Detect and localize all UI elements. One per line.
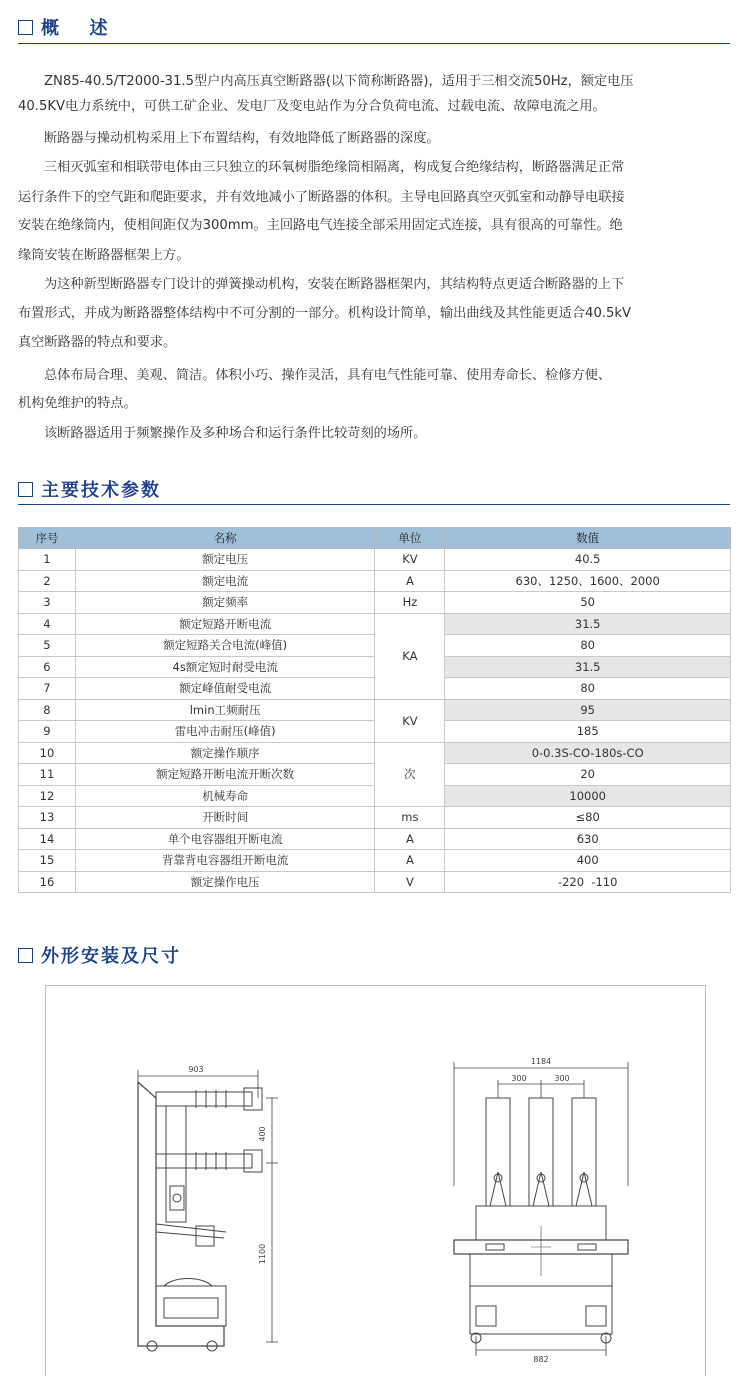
row-no: 3	[19, 592, 76, 614]
row-value: 630	[445, 828, 731, 850]
row-name: 额定操作顺序	[75, 742, 375, 764]
row-unit: ms	[375, 807, 445, 829]
column-header-name: 名称	[75, 528, 375, 549]
dimensions-heading	[18, 942, 181, 968]
table-row	[19, 721, 731, 743]
row-value: 20	[445, 764, 731, 786]
overview-heading	[18, 14, 114, 40]
row-value: 630、1250、1600、2000	[445, 570, 731, 592]
row-no: 1	[19, 549, 76, 571]
overview-paragraph-4a: 为这种新型断路器专门设计的弹簧操动机构，安装在断路器框架内，其结构特点更适合断路器的上下	[44, 277, 625, 292]
front-base-label: 882	[533, 1355, 549, 1364]
row-name: 额定电流	[75, 570, 375, 592]
overview-paragraph-4b: 布置形式，并成为断路器整体结构中不可分割的一部分。机构设计简单，输出曲线及其性能更适合40.5kV	[18, 306, 632, 321]
front-width-label: 1184	[530, 1057, 552, 1066]
specs-heading-text: 主要技术参数	[41, 480, 161, 501]
row-no: 13	[19, 807, 76, 829]
row-unit: 次	[375, 742, 445, 807]
side-view	[138, 1065, 278, 1351]
overview-divider	[18, 43, 730, 44]
table-row	[19, 785, 731, 807]
overview-paragraph-1b: 40.5KV电力系统中，可供工矿企业、发电厂及变电站作为分合负荷电流、过载电流、故障电流之用。	[18, 99, 606, 114]
row-name: 额定电压	[75, 549, 375, 571]
overview-heading-text: 概 述	[41, 18, 114, 39]
front-pitch-2-label: 300	[554, 1074, 570, 1083]
row-value: 80	[445, 678, 731, 700]
row-unit: A	[375, 570, 445, 592]
row-value: 50	[445, 592, 731, 614]
row-name: 机械寿命	[75, 785, 375, 807]
table-row	[19, 850, 731, 872]
row-no: 10	[19, 742, 76, 764]
row-name: 单个电容器组开断电流	[75, 828, 375, 850]
row-unit: KV	[375, 549, 445, 571]
row-unit: A	[375, 850, 445, 872]
front-view	[454, 1057, 628, 1364]
front-pitch-1-label: 300	[511, 1074, 527, 1083]
overview-paragraph-3a: 三相灭弧室和相联带电体由三只独立的环氧树脂绝缘筒相隔离，构成复合绝缘结构，断路器满足正常	[44, 160, 625, 175]
table-row	[19, 828, 731, 850]
side-width-label: 903	[188, 1065, 204, 1074]
row-no: 11	[19, 764, 76, 786]
table-row	[19, 742, 731, 764]
row-name: 额定短路开断电流开断次数	[75, 764, 375, 786]
specs-divider	[18, 504, 730, 505]
row-value: -220 -110	[445, 871, 731, 893]
overview-paragraph-6: 该断路器适用于频繁操作及多种场合和运行条件比较苛刻的场所。	[44, 426, 427, 441]
row-name: 额定操作电压	[75, 871, 375, 893]
checkbox-square-icon	[18, 482, 33, 497]
row-name: 额定短路关合电流(峰值)	[75, 635, 375, 657]
row-value: 95	[445, 699, 731, 721]
dimension-drawing	[46, 986, 707, 1377]
specs-heading	[18, 476, 161, 502]
row-value: 40.5	[445, 549, 731, 571]
row-unit: V	[375, 871, 445, 893]
table-row	[19, 570, 731, 592]
row-name: 开断时间	[75, 807, 375, 829]
overview-paragraph-3b: 运行条件下的空气距和爬距要求，并有效地减小了断路器的体积。主导电回路真空灭弧室和动静导电联接	[18, 190, 625, 205]
row-name: 背靠背电容器组开断电流	[75, 850, 375, 872]
row-value: 31.5	[445, 656, 731, 678]
table-row	[19, 678, 731, 700]
row-no: 6	[19, 656, 76, 678]
overview-paragraph-2: 断路器与操动机构采用上下布置结构，有效地降低了断路器的深度。	[44, 131, 440, 146]
row-value: 80	[445, 635, 731, 657]
row-no: 14	[19, 828, 76, 850]
column-header-no: 序号	[19, 528, 76, 549]
row-name: 额定短路开断电流	[75, 613, 375, 635]
row-value: 0-0.3S-CO-180s-CO	[445, 742, 731, 764]
table-row	[19, 549, 731, 571]
column-header-value: 数值	[445, 528, 731, 549]
dimensions-heading-text: 外形安装及尺寸	[41, 946, 181, 967]
overview-paragraph-3c: 安装在绝缘筒内，使相间距仅为300mm。主回路电气连接全部采用固定式连接，具有很高的可靠性。绝	[18, 218, 623, 233]
row-no: 16	[19, 871, 76, 893]
row-unit: A	[375, 828, 445, 850]
row-unit: Hz	[375, 592, 445, 614]
row-no: 7	[19, 678, 76, 700]
table-row	[19, 807, 731, 829]
table-row	[19, 699, 731, 721]
overview-paragraph-1a: ZN85-40.5/T2000-31.5型户内高压真空断路器(以下简称断路器)，适用于三相交流50Hz，额定电压	[44, 74, 634, 89]
row-value: 10000	[445, 785, 731, 807]
row-name: 额定频率	[75, 592, 375, 614]
row-value: 31.5	[445, 613, 731, 635]
row-unit: KA	[375, 613, 445, 699]
checkbox-square-icon	[18, 948, 33, 963]
overview-paragraph-3d: 缘筒安装在断路器框架上方。	[18, 248, 190, 263]
table-row	[19, 764, 731, 786]
row-no: 4	[19, 613, 76, 635]
row-value: 185	[445, 721, 731, 743]
row-no: 5	[19, 635, 76, 657]
row-name: 4s额定短时耐受电流	[75, 656, 375, 678]
spec-table-header-row	[19, 528, 731, 549]
overview-paragraph-4c: 真空断路器的特点和要求。	[18, 335, 177, 350]
row-name: 额定峰值耐受电流	[75, 678, 375, 700]
row-value: ≤80	[445, 807, 731, 829]
overview-paragraph-5b: 机构免维护的特点。	[18, 396, 137, 411]
column-header-unit: 单位	[375, 528, 445, 549]
row-unit: KV	[375, 699, 445, 742]
overview-paragraph-5a: 总体布局合理、美观、简洁。体积小巧、操作灵活，具有电气性能可靠、使用寿命长、检修方便、	[44, 368, 612, 383]
row-no: 15	[19, 850, 76, 872]
dimension-drawing-frame	[45, 985, 706, 1376]
checkbox-square-icon	[18, 20, 33, 35]
table-row	[19, 613, 731, 635]
table-row	[19, 656, 731, 678]
side-height-label: 1100	[258, 1243, 267, 1265]
row-name: 雷电冲击耐压(峰值)	[75, 721, 375, 743]
spec-table	[18, 527, 731, 893]
row-value: 400	[445, 850, 731, 872]
row-no: 12	[19, 785, 76, 807]
side-upper-label: 400	[258, 1126, 267, 1142]
row-no: 2	[19, 570, 76, 592]
row-no: 9	[19, 721, 76, 743]
row-name: lmin工频耐压	[75, 699, 375, 721]
table-row	[19, 592, 731, 614]
row-no: 8	[19, 699, 76, 721]
table-row	[19, 871, 731, 893]
table-row	[19, 635, 731, 657]
